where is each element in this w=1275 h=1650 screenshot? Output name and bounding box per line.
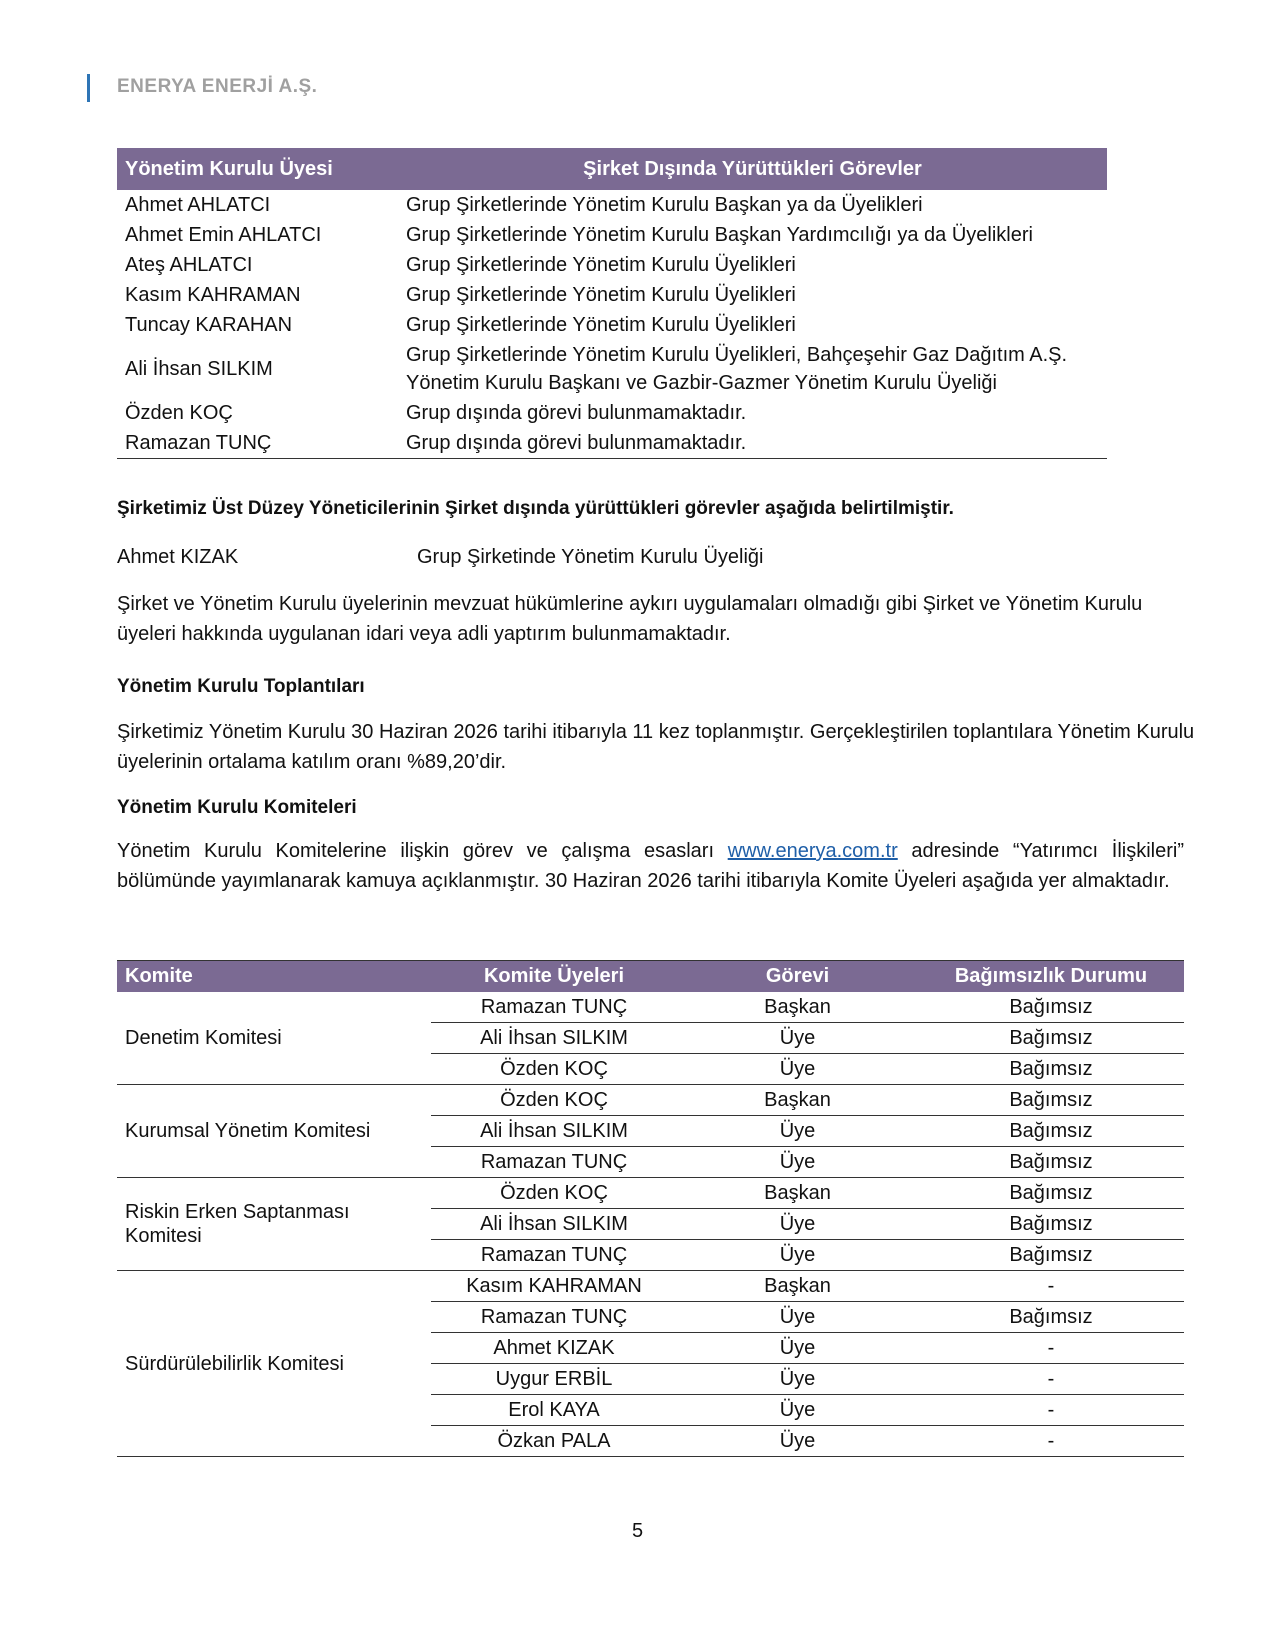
- col-independence-header: Bağımsızlık Durumu: [918, 961, 1184, 993]
- committee-member: Ali İhsan SILKIM: [431, 1116, 677, 1147]
- member-name: Ahmet AHLATCI: [125, 194, 271, 216]
- committee-member: Özden KOÇ: [431, 1054, 677, 1085]
- committee-role: Üye: [677, 1054, 918, 1085]
- independence-status: Bağımsız: [918, 1085, 1184, 1116]
- committees-heading: Yönetim Kurulu Komiteleri: [117, 797, 357, 818]
- independence-status: Bağımsız: [918, 1240, 1184, 1271]
- col-role-header: Görevi: [677, 961, 918, 993]
- committee-name: Denetim Komitesi: [117, 992, 431, 1085]
- table-row: [117, 992, 1184, 1023]
- table-row: [117, 250, 1107, 280]
- col-members-header: Komite Üyeleri: [431, 961, 677, 993]
- table-row: [117, 398, 1107, 428]
- committee-role: Üye: [677, 1023, 918, 1054]
- table-row: [117, 428, 1107, 459]
- committee-role: Üye: [677, 1116, 918, 1147]
- meetings-heading: Yönetim Kurulu Toplantıları: [117, 676, 365, 697]
- committee-member: Erol KAYA: [431, 1395, 677, 1426]
- committee-member: Ramazan TUNÇ: [431, 1302, 677, 1333]
- table-row: [117, 1271, 1184, 1302]
- member-duty: Grup dışında görevi bulunmamaktadır.: [406, 402, 747, 424]
- independence-status: Bağımsız: [918, 1302, 1184, 1333]
- website-link[interactable]: www.enerya.com.tr: [727, 840, 898, 862]
- independence-status: -: [918, 1364, 1184, 1395]
- executive-name: Ahmet KIZAK: [117, 546, 239, 568]
- committee-member: Ramazan TUNÇ: [431, 992, 677, 1023]
- committee-role: Üye: [677, 1302, 918, 1333]
- committee-role: Başkan: [677, 1085, 918, 1116]
- committee-role: Başkan: [677, 1271, 918, 1302]
- member-name: Ateş AHLATCI: [125, 254, 253, 276]
- committee-name: Sürdürülebilirlik Komitesi: [117, 1271, 431, 1457]
- independence-status: Bağımsız: [918, 1054, 1184, 1085]
- committee-member: Ramazan TUNÇ: [431, 1240, 677, 1271]
- committee-role: Başkan: [677, 1178, 918, 1209]
- member-duty: Grup Şirketlerinde Yönetim Kurulu Üyelikleri: [406, 284, 796, 306]
- member-duty: [398, 340, 1107, 398]
- member-duty: Grup Şirketlerinde Yönetim Kurulu Üyelikleri: [406, 314, 796, 336]
- member-duty: Grup Şirketlerinde Yönetim Kurulu Başkan ya da Üyelikleri: [406, 194, 923, 216]
- committee-member: Özkan PALA: [431, 1426, 677, 1457]
- committee-role: Üye: [677, 1147, 918, 1178]
- committee-name-text: Riskin Erken Saptanması Komitesi: [125, 1201, 350, 1247]
- col-member-header: Yönetim Kurulu Üyesi: [117, 148, 398, 190]
- member-name: Ahmet Emin AHLATCI: [125, 224, 322, 246]
- table-row: [117, 190, 1107, 220]
- member-name: Ali İhsan SILKIM: [125, 358, 273, 380]
- committee-role: Üye: [677, 1426, 918, 1457]
- committee-name: Kurumsal Yönetim Komitesi: [117, 1085, 431, 1178]
- col-duties-header: Şirket Dışında Yürüttükleri Görevler: [398, 148, 1107, 190]
- member-duty-line-1: Grup Şirketlerinde Yönetim Kurulu Üyelikleri, Bahçeşehir Gaz Dağıtım A.Ş.: [406, 344, 1068, 366]
- committee-member: Uygur ERBİL: [431, 1364, 677, 1395]
- company-header: ENERYA ENERJİ A.Ş.: [117, 76, 318, 97]
- executive-duty: Grup Şirketinde Yönetim Kurulu Üyeliği: [417, 546, 764, 568]
- committees-paragraph: [117, 836, 1184, 896]
- committee-role: Üye: [677, 1333, 918, 1364]
- committees-text-after: adresinde “Yatırımcı İlişkileri” bölümünde yayımlanarak kamuya açıklanmıştır. 30 Haziran 2026 tarihi itibarıyla Komite Üyeleri aşağıda yer almaktadır.: [117, 840, 1185, 892]
- header-accent-bar: [87, 74, 90, 102]
- committee-member: Kasım KAHRAMAN: [431, 1271, 677, 1302]
- col-committee-header: Komite: [117, 961, 431, 993]
- independence-status: Bağımsız: [918, 1209, 1184, 1240]
- independence-status: -: [918, 1395, 1184, 1426]
- page-number: 5: [631, 1520, 644, 1542]
- table-row: [117, 310, 1107, 340]
- member-duty: Grup Şirketlerinde Yönetim Kurulu Başkan Yardımcılığı ya da Üyelikleri: [406, 224, 1033, 246]
- committee-member: Ali İhsan SILKIM: [431, 1023, 677, 1054]
- committee-member: Ahmet KIZAK: [431, 1333, 677, 1364]
- member-duty: Grup dışında görevi bulunmamaktadır.: [398, 428, 1107, 459]
- table-row: [117, 1178, 1184, 1209]
- independence-status: Bağımsız: [918, 1023, 1184, 1054]
- board-duties-table: [117, 148, 1107, 459]
- committee-member: Ramazan TUNÇ: [431, 1147, 677, 1178]
- member-name: Tuncay KARAHAN: [125, 314, 293, 336]
- table-row: [117, 1085, 1184, 1116]
- committees-text-before: Yönetim Kurulu Komitelerine ilişkin görev ve çalışma esasları: [117, 840, 728, 862]
- committee-member: Ali İhsan SILKIM: [431, 1209, 677, 1240]
- committee-role: Başkan: [677, 992, 918, 1023]
- committee-table-header: [117, 961, 1184, 993]
- committee-role: Üye: [677, 1395, 918, 1426]
- independence-status: Bağımsız: [918, 1116, 1184, 1147]
- independence-status: -: [918, 1271, 1184, 1302]
- committee-role: Üye: [677, 1364, 918, 1395]
- committee-name: [117, 1178, 431, 1271]
- member-name: Ramazan TUNÇ: [117, 428, 398, 459]
- independence-status: Bağımsız: [918, 1147, 1184, 1178]
- independence-status: -: [918, 1426, 1184, 1457]
- committee-role: Üye: [677, 1240, 918, 1271]
- member-duty: Grup Şirketlerinde Yönetim Kurulu Üyelikleri: [406, 254, 796, 276]
- member-name: Özden KOÇ: [125, 402, 233, 424]
- member-duty-line-2: Yönetim Kurulu Başkanı ve Gazbir-Gazmer Yönetim Kurulu Üyeliği: [406, 372, 997, 394]
- committee-member: Özden KOÇ: [431, 1178, 677, 1209]
- independence-status: Bağımsız: [918, 992, 1184, 1023]
- table-row: [117, 340, 1107, 398]
- committee-role: Üye: [677, 1209, 918, 1240]
- committee-members-table: [117, 960, 1184, 1457]
- committee-member: Özden KOÇ: [431, 1085, 677, 1116]
- independence-status: Bağımsız: [918, 1178, 1184, 1209]
- meetings-paragraph: Şirketimiz Yönetim Kurulu 30 Haziran 2026 tarihi itibarıyla 11 kez toplanmıştır. Gerçekleştirilen toplantılara Yönetim Kurulu üyelerinin ortalama katılım oranı %89,20’dir.: [117, 721, 1195, 773]
- executives-heading: Şirketimiz Üst Düzey Yöneticilerinin Şirket dışında yürüttükleri görevler aşağıda belirtilmiştir.: [117, 498, 954, 519]
- independence-status: -: [918, 1333, 1184, 1364]
- member-name: Kasım KAHRAMAN: [125, 284, 301, 306]
- table-row: [117, 220, 1107, 250]
- board-table-header: [117, 148, 1107, 190]
- sanctions-paragraph: Şirket ve Yönetim Kurulu üyelerinin mevzuat hükümlerine aykırı uygulamaları olmadığı gibi Şirket ve Yönetim Kurulu üyeleri hakkında uygulanan idari veya adli yaptırım bulunmamaktadır.: [117, 593, 1143, 645]
- table-row: [117, 280, 1107, 310]
